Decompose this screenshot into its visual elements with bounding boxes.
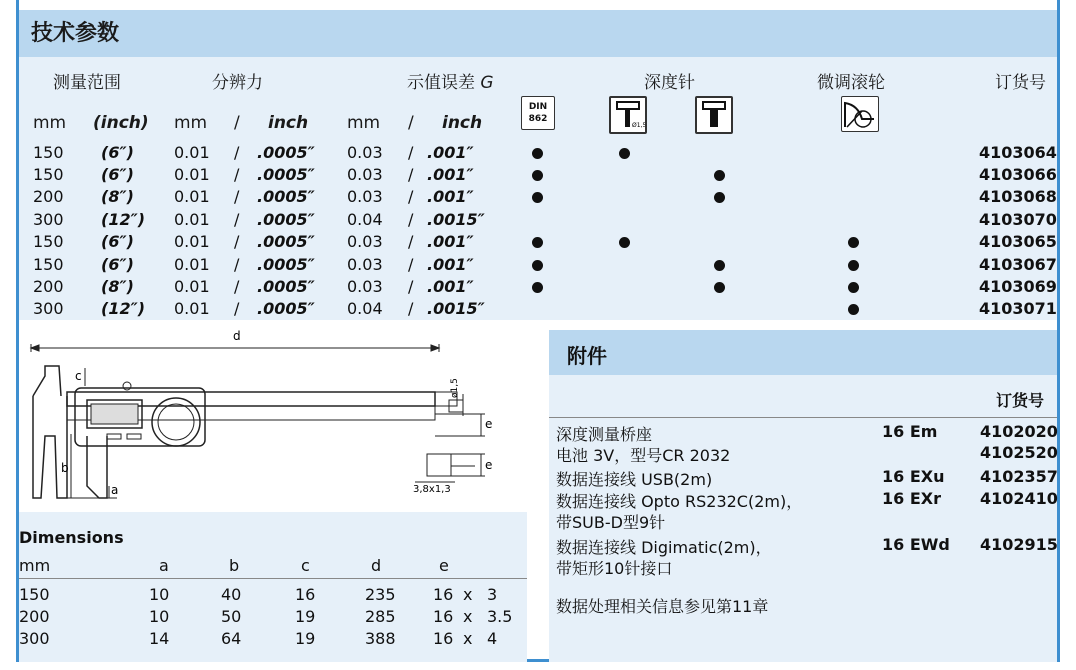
availability-dot bbox=[848, 282, 859, 293]
dimensions-cell: 16 bbox=[433, 585, 454, 604]
accessories-order-header: 订货号 bbox=[996, 391, 1045, 410]
availability-dot bbox=[532, 282, 543, 293]
unit-slash: / bbox=[234, 113, 240, 133]
header-resolution: 分辨力 bbox=[212, 73, 263, 93]
dim-label-e-bottom: e bbox=[485, 458, 493, 472]
resolution-inch: .0005″ bbox=[257, 299, 315, 318]
error-mm: 0.04 bbox=[347, 210, 383, 229]
range-mm: 200 bbox=[33, 187, 64, 206]
dimensions-cell: 50 bbox=[221, 607, 242, 626]
resolution-inch: .0005″ bbox=[257, 143, 315, 162]
dimensions-cell: 16 bbox=[433, 629, 454, 648]
dimensions-cell: 4 bbox=[487, 629, 498, 648]
slash: / bbox=[234, 232, 240, 251]
resolution-inch: .0005″ bbox=[257, 255, 315, 274]
pin-label: Ø1,5 bbox=[632, 122, 645, 129]
pin-diameter-label: ø1,5 bbox=[450, 378, 460, 398]
dimensions-cell: 3.5 bbox=[487, 607, 513, 626]
spec-row bbox=[19, 255, 1057, 277]
unit-mm-resolution: mm bbox=[174, 113, 208, 133]
unit-mm-range: mm bbox=[33, 113, 67, 133]
range-inch: (8″) bbox=[101, 187, 134, 206]
error-inch: .0015″ bbox=[427, 299, 485, 318]
availability-dot bbox=[532, 237, 543, 248]
fine-roller-icon bbox=[841, 96, 879, 132]
dimensions-cell: 10 bbox=[149, 585, 170, 604]
slash: / bbox=[234, 143, 240, 162]
availability-dot bbox=[848, 260, 859, 271]
title-bar bbox=[19, 10, 1057, 57]
resolution-mm: 0.01 bbox=[174, 210, 210, 229]
dim-label-c: c bbox=[75, 369, 82, 383]
resolution-mm: 0.01 bbox=[174, 277, 210, 296]
dimensions-cell: 40 bbox=[221, 585, 242, 604]
dimensions-cell: 19 bbox=[295, 629, 316, 648]
unit-mm-error: mm bbox=[347, 113, 381, 133]
resolution-mm: 0.01 bbox=[174, 187, 210, 206]
accessory-name-line2: 带SUB-D型9针 bbox=[556, 513, 666, 532]
accessories-divider bbox=[549, 417, 1057, 418]
error-mm: 0.04 bbox=[347, 299, 383, 318]
resolution-inch: .0005″ bbox=[257, 277, 315, 296]
accessories-note: 数据处理相关信息参见第11章 bbox=[556, 597, 769, 616]
accessory-code: 16 EWd bbox=[882, 535, 950, 554]
dimensions-col-header: d bbox=[371, 556, 382, 575]
unit-inch-range: (inch) bbox=[93, 113, 149, 133]
slash: / bbox=[234, 165, 240, 184]
slash: / bbox=[234, 299, 240, 318]
dimensions-cell: 200 bbox=[19, 607, 50, 626]
range-mm: 300 bbox=[33, 210, 64, 229]
range-mm: 200 bbox=[33, 277, 64, 296]
spec-row bbox=[19, 143, 1057, 165]
caliper-drawing bbox=[27, 326, 497, 510]
error-mm: 0.03 bbox=[347, 277, 383, 296]
tip-size-label: 3,8x1,3 bbox=[413, 484, 451, 495]
slash: / bbox=[408, 165, 414, 184]
availability-dot bbox=[619, 148, 630, 159]
dimensions-cell: 150 bbox=[19, 585, 50, 604]
accessory-name: 深度测量桥座 bbox=[556, 425, 653, 444]
dimensions-cell: x bbox=[463, 607, 473, 626]
accessory-order-number: 4102520 bbox=[980, 443, 1058, 462]
availability-dot bbox=[848, 237, 859, 248]
order-number: 4103065 bbox=[979, 232, 1057, 251]
dimensions-cell: 235 bbox=[365, 585, 396, 604]
error-mm: 0.03 bbox=[347, 232, 383, 251]
dimensions-cell: 64 bbox=[221, 629, 242, 648]
availability-dot bbox=[532, 260, 543, 271]
accessory-order-number: 4102410 bbox=[980, 489, 1058, 508]
resolution-mm: 0.01 bbox=[174, 143, 210, 162]
slash: / bbox=[408, 210, 414, 229]
unit-inch-resolution: inch bbox=[268, 113, 309, 133]
slash: / bbox=[408, 232, 414, 251]
accessory-code: 16 Em bbox=[882, 422, 938, 441]
error-inch: .001″ bbox=[427, 143, 474, 162]
page-frame bbox=[16, 0, 1060, 662]
header-order-no: 订货号 bbox=[995, 73, 1046, 93]
dimensions-col-header: c bbox=[301, 556, 310, 575]
slash: / bbox=[234, 187, 240, 206]
dimensions-cell: 285 bbox=[365, 607, 396, 626]
error-inch: .0015″ bbox=[427, 210, 485, 229]
page-title: 技术参数 bbox=[31, 21, 120, 46]
order-number: 4103067 bbox=[979, 255, 1057, 274]
resolution-mm: 0.01 bbox=[174, 255, 210, 274]
range-inch: (12″) bbox=[101, 210, 146, 229]
spec-row bbox=[19, 299, 1057, 321]
error-inch: .001″ bbox=[427, 255, 474, 274]
dim-label-e-top: e bbox=[485, 417, 493, 431]
accessory-name: 数据连接线 Opto RS232C(2m)， bbox=[556, 492, 803, 511]
accessory-name: 数据连接线 USB(2m) bbox=[556, 470, 713, 489]
accessory-order-number: 4102915 bbox=[980, 535, 1058, 554]
dimensions-cell: 388 bbox=[365, 629, 396, 648]
dimensions-col-header: a bbox=[159, 556, 169, 575]
availability-dot bbox=[714, 192, 725, 203]
din-number: 862 bbox=[528, 114, 548, 124]
accessory-code: 16 EXu bbox=[882, 467, 945, 486]
accessories-title: 附件 bbox=[567, 344, 607, 368]
order-number: 4103069 bbox=[979, 277, 1057, 296]
range-inch: (6″) bbox=[101, 232, 134, 251]
spec-row bbox=[19, 232, 1057, 254]
depth-pin-flat-icon bbox=[695, 96, 733, 134]
slash: / bbox=[408, 187, 414, 206]
error-mm: 0.03 bbox=[347, 187, 383, 206]
error-mm: 0.03 bbox=[347, 143, 383, 162]
availability-dot bbox=[532, 192, 543, 203]
resolution-mm: 0.01 bbox=[174, 299, 210, 318]
header-range: 测量范围 bbox=[53, 73, 121, 93]
resolution-mm: 0.01 bbox=[174, 232, 210, 251]
resolution-mm: 0.01 bbox=[174, 165, 210, 184]
accessories-header bbox=[549, 330, 1057, 375]
dimensions-cell: x bbox=[463, 629, 473, 648]
range-mm: 150 bbox=[33, 165, 64, 184]
range-inch: (8″) bbox=[101, 277, 134, 296]
availability-dot bbox=[714, 170, 725, 181]
error-inch: .001″ bbox=[427, 165, 474, 184]
availability-dot bbox=[714, 282, 725, 293]
dimensions-col-header: b bbox=[229, 556, 240, 575]
dimensions-divider bbox=[19, 578, 527, 579]
header-error-label: 示值误差 bbox=[407, 73, 475, 93]
availability-dot bbox=[714, 260, 725, 271]
resolution-inch: .0005″ bbox=[257, 165, 315, 184]
unit-inch-error: inch bbox=[442, 113, 483, 133]
accessory-name: 电池 3V，型号CR 2032 bbox=[556, 446, 731, 465]
header-error bbox=[407, 68, 494, 93]
dimensions-cell: 16 bbox=[295, 585, 316, 604]
error-mm: 0.03 bbox=[347, 255, 383, 274]
range-mm: 150 bbox=[33, 232, 64, 251]
spec-row bbox=[19, 210, 1057, 232]
accessory-name-line2: 带矩形10针接口 bbox=[556, 559, 673, 578]
error-inch: .001″ bbox=[427, 187, 474, 206]
slash: / bbox=[408, 299, 414, 318]
din-862-icon bbox=[521, 96, 555, 130]
range-inch: (6″) bbox=[101, 255, 134, 274]
accessory-code: 16 EXr bbox=[882, 489, 941, 508]
availability-dot bbox=[848, 304, 859, 315]
accessory-order-number: 4102020 bbox=[980, 422, 1058, 441]
error-mm: 0.03 bbox=[347, 165, 383, 184]
range-inch: (12″) bbox=[101, 299, 146, 318]
spec-row bbox=[19, 277, 1057, 299]
accessory-order-number: 4102357 bbox=[980, 467, 1058, 486]
slash: / bbox=[234, 255, 240, 274]
dimensions-cell: 10 bbox=[149, 607, 170, 626]
dimensions-col-header: e bbox=[439, 556, 449, 575]
spec-row bbox=[19, 187, 1057, 209]
order-number: 4103071 bbox=[979, 299, 1057, 318]
slash: / bbox=[408, 277, 414, 296]
dimensions-cell: 3 bbox=[487, 585, 498, 604]
resolution-inch: .0005″ bbox=[257, 187, 315, 206]
accessory-name: 数据连接线 Digimatic(2m)， bbox=[556, 538, 772, 557]
availability-dot bbox=[532, 148, 543, 159]
range-mm: 150 bbox=[33, 255, 64, 274]
dim-label-b: b bbox=[61, 461, 69, 475]
unit-slash: / bbox=[408, 113, 414, 133]
header-fine-roller: 微调滚轮 bbox=[817, 73, 885, 93]
error-inch: .001″ bbox=[427, 277, 474, 296]
slash: / bbox=[408, 143, 414, 162]
dimensions-cell: 14 bbox=[149, 629, 170, 648]
range-mm: 150 bbox=[33, 143, 64, 162]
range-mm: 300 bbox=[33, 299, 64, 318]
resolution-inch: .0005″ bbox=[257, 210, 315, 229]
dimensions-cell: 19 bbox=[295, 607, 316, 626]
dimensions-col-header: mm bbox=[19, 556, 51, 575]
dim-label-d: d bbox=[233, 329, 241, 343]
depth-pin-round-icon bbox=[609, 96, 647, 134]
range-inch: (6″) bbox=[101, 143, 134, 162]
dim-label-a: a bbox=[111, 483, 119, 497]
header-depth-pin: 深度针 bbox=[644, 73, 695, 93]
slash: / bbox=[234, 210, 240, 229]
dimensions-cell: 300 bbox=[19, 629, 50, 648]
dimensions-cell: 16 bbox=[433, 607, 454, 626]
dimensions-title: Dimensions bbox=[19, 528, 124, 547]
availability-dot bbox=[619, 237, 630, 248]
order-number: 4103066 bbox=[979, 165, 1057, 184]
resolution-inch: .0005″ bbox=[257, 232, 315, 251]
din-label: DIN bbox=[528, 102, 548, 112]
order-number: 4103068 bbox=[979, 187, 1057, 206]
slash: / bbox=[234, 277, 240, 296]
spec-row bbox=[19, 165, 1057, 187]
dimensions-cell: x bbox=[463, 585, 473, 604]
availability-dot bbox=[532, 170, 543, 181]
header-error-symbol: G bbox=[480, 73, 494, 93]
order-number: 4103064 bbox=[979, 143, 1057, 162]
slash: / bbox=[408, 255, 414, 274]
range-inch: (6″) bbox=[101, 165, 134, 184]
order-number: 4103070 bbox=[979, 210, 1057, 229]
error-inch: .001″ bbox=[427, 232, 474, 251]
